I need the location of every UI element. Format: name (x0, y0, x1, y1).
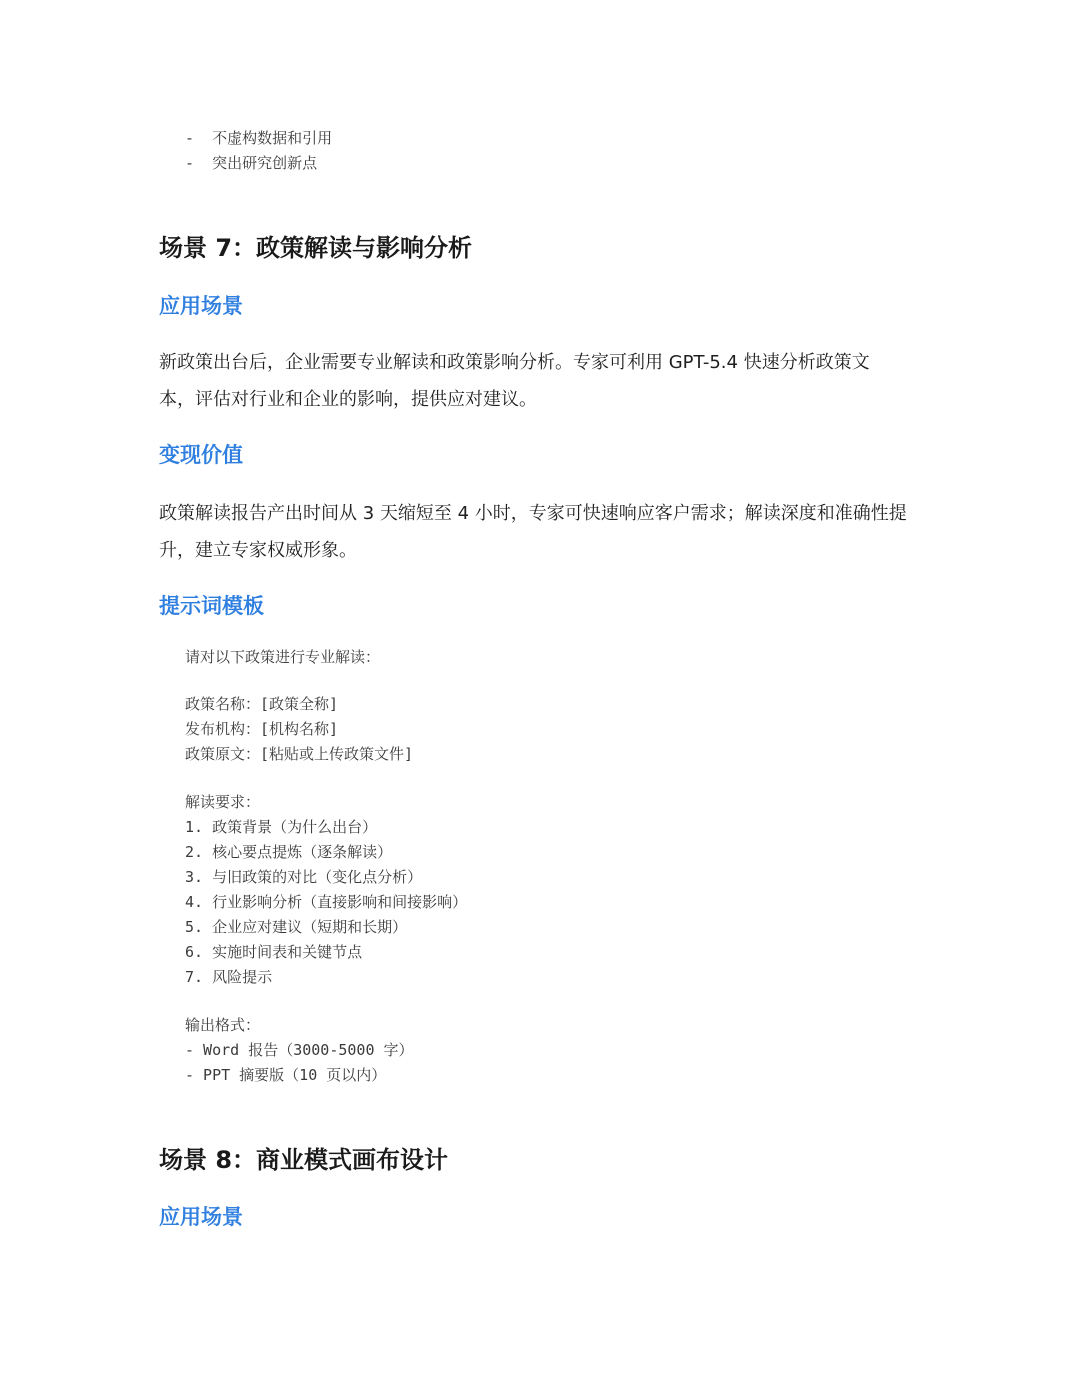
prompt-intro: 请对以下政策进行专业解读： (185, 648, 381, 666)
bullet-item: - 突出研究创新点 (185, 154, 318, 172)
requirement-item: 7. 风险提示 (185, 968, 273, 986)
scene-7-app-heading: 应用场景 (159, 294, 243, 318)
prompt-field: 政策名称：[政策全称] (185, 695, 339, 713)
scene-8-app-heading: 应用场景 (159, 1205, 243, 1229)
prompt-field: 政策原文：[粘贴或上传政策文件] (185, 745, 414, 763)
output-item: - PPT 摘要版（10 页以内） (185, 1066, 387, 1084)
requirement-item: 3. 与旧政策的对比（变化点分析） (185, 868, 423, 886)
scene-7-app-line-1: 新政策出台后，企业需要专业解读和政策影响分析。专家可利用 GPT-5.4 快速分析政策文 (159, 352, 870, 373)
requirement-item: 5. 企业应对建议（短期和长期） (185, 918, 408, 936)
prompt-field: 发布机构：[机构名称] (185, 720, 339, 738)
scene-7-value-line-1: 政策解读报告产出时间从 3 天缩短至 4 小时，专家可快速响应客户需求；解读深度和准确性提 (159, 503, 907, 524)
scene-7-value-heading: 变现价值 (159, 443, 243, 467)
requirements-label: 解读要求： (185, 793, 261, 811)
requirement-item: 2. 核心要点提炼（逐条解读） (185, 843, 393, 861)
output-item: - Word 报告（3000-5000 字） (185, 1041, 414, 1059)
scene-7-app-line-2: 本，评估对行业和企业的影响，提供应对建议。 (159, 389, 537, 410)
scene-7-value-line-2: 升，建立专家权威形象。 (159, 540, 357, 561)
requirement-item: 4. 行业影响分析（直接影响和间接影响） (185, 893, 468, 911)
requirement-item: 6. 实施时间表和关键节点 (185, 943, 363, 961)
scene-8-title: 场景 8：商业模式画布设计 (159, 1146, 449, 1174)
scene-7-title: 场景 7：政策解读与影响分析 (159, 234, 473, 262)
scene-7-prompt-heading: 提示词模板 (159, 594, 264, 618)
bullet-item: - 不虚构数据和引用 (185, 129, 333, 147)
output-label: 输出格式： (185, 1016, 261, 1034)
requirement-item: 1. 政策背景（为什么出台） (185, 818, 378, 836)
